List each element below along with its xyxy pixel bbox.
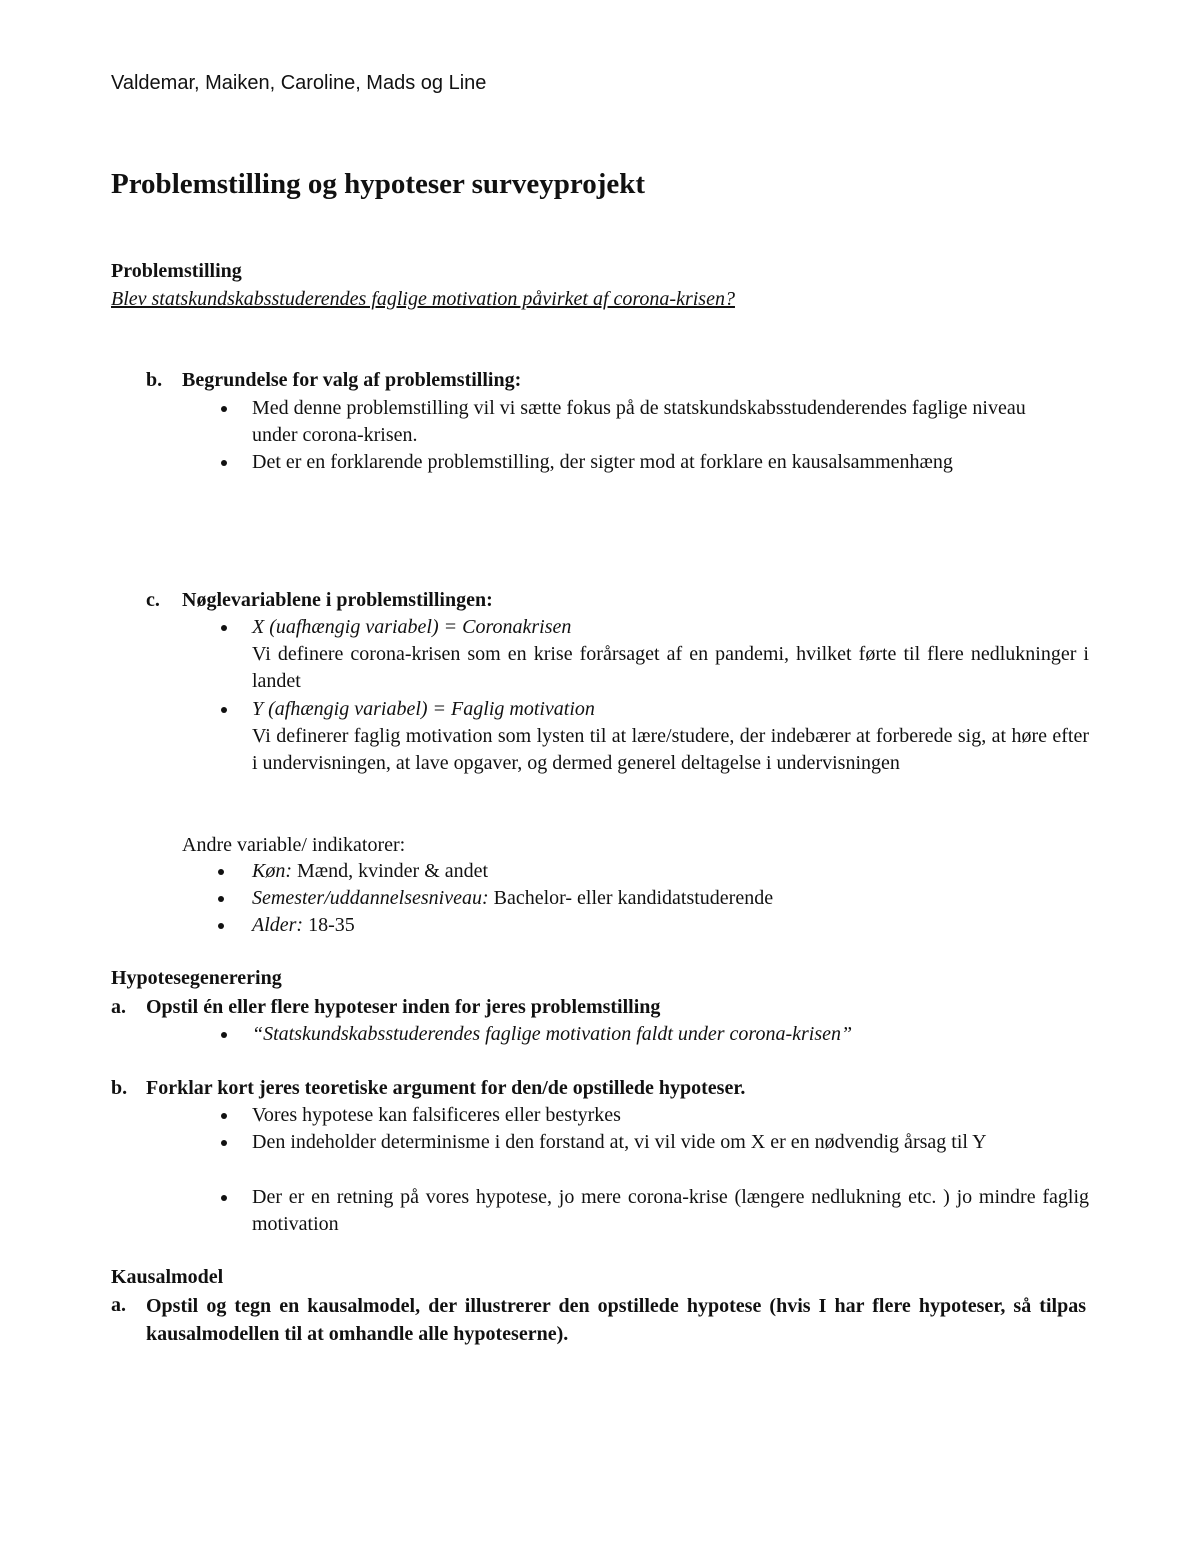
noglevariable-heading: Nøglevariablene i problemstillingen: (182, 589, 493, 611)
argument-bullet-3: Der er en retning på vores hypotese, jo mere corona-krise (længere nedlukning etc. ) jo mindre faglig motivation (252, 1186, 1089, 1235)
argument-bullet-2: Den indeholder determinisme i den forstand at, vi vil vide om X er en nødvendig årsag til Y (252, 1131, 987, 1153)
variable-y-definition: Vi definerer faglig motivation som lysten til at lære/studere, der indebærer at forberede sig, at høre efter i undervisningen, at lave opgaver, og dermed generel deltagelse i undervisningen (252, 725, 1089, 774)
kausalmodel-heading: Kausalmodel (111, 1266, 224, 1288)
bullet-dot (221, 1032, 227, 1038)
begrundelse-marker: b. (146, 369, 163, 391)
hypotese-b-marker: b. (111, 1077, 128, 1099)
bullet-dot (221, 625, 227, 631)
andre-variable-heading: Andre variable/ indikatorer: (182, 834, 406, 856)
begrundelse-bullet-1: Med denne problemstilling vil vi sætte fokus på de statskundskabsstudenderendes faglige niveau under corona-krisen. (252, 397, 1026, 446)
authors-header: Valdemar, Maiken, Caroline, Mads og Line (111, 72, 487, 94)
bullet-dot (221, 460, 227, 466)
kausalmodel-a-heading: Opstil og tegn en kausalmodel, der illustrerer den opstillede hypotese (hvis I har flere hypoteser, så tilpas kausalmodellen til at omhandle alle hypoteserne). (146, 1295, 1086, 1345)
andre-variable-item (252, 912, 355, 939)
bullet-dot (221, 1195, 227, 1201)
andre-variable-item (252, 858, 488, 885)
bullet-dot (221, 1113, 227, 1119)
document-title: Problemstilling og hypoteser surveyprojekt (111, 168, 646, 200)
variable-x-label: X (uafhængig variabel) = Coronakrisen (252, 616, 572, 638)
andre-variable-key: Alder: (252, 914, 304, 936)
hypotese-statement: “Statskundskabsstuderendes faglige motivation faldt under corona-krisen” (252, 1023, 853, 1045)
hypotesegenerering-heading: Hypotesegenerering (111, 967, 282, 989)
hypotese-a-marker: a. (111, 996, 126, 1018)
hypotese-a-heading: Opstil én eller flere hypoteser inden for jeres problemstilling (146, 996, 661, 1018)
begrundelse-bullet-2: Det er en forklarende problemstilling, der sigter mod at forklare en kausalsammenhæng (252, 451, 953, 473)
bullet-dot (221, 406, 227, 412)
andre-variable-key: Semester/uddannelsesniveau: (252, 887, 489, 909)
variable-x-definition: Vi definere corona-krisen som en krise forårsaget af en pandemi, hvilket førte til flere nedlukninger i landet (252, 643, 1089, 692)
noglevariable-marker: c. (146, 589, 160, 611)
begrundelse-heading: Begrundelse for valg af problemstilling: (182, 369, 522, 391)
variable-y-label: Y (afhængig variabel) = Faglig motivation (252, 698, 595, 720)
argument-bullet-1: Vores hypotese kan falsificeres eller bestyrkes (252, 1104, 621, 1126)
bullet-dot (221, 1140, 227, 1146)
andre-variable-item (252, 885, 773, 912)
problemstilling-heading: Problemstilling (111, 260, 242, 282)
andre-variable-value: Mænd, kvinder & andet (292, 860, 489, 882)
andre-variable-value: 18-35 (303, 914, 355, 936)
andre-variable-value: Bachelor- eller kandidatstuderende (488, 887, 774, 909)
bullet-dot (221, 707, 227, 713)
problemstilling-question: Blev statskundskabsstuderendes faglige motivation påvirket af corona-krisen? (111, 288, 735, 310)
bullet-dot (218, 896, 224, 902)
bullet-dot (218, 869, 224, 875)
kausalmodel-a-marker: a. (111, 1294, 126, 1316)
bullet-dot (218, 923, 224, 929)
andre-variable-key: Køn: (252, 860, 292, 882)
hypotese-b-heading: Forklar kort jeres teoretiske argument for den/de opstillede hypoteser. (146, 1077, 746, 1099)
